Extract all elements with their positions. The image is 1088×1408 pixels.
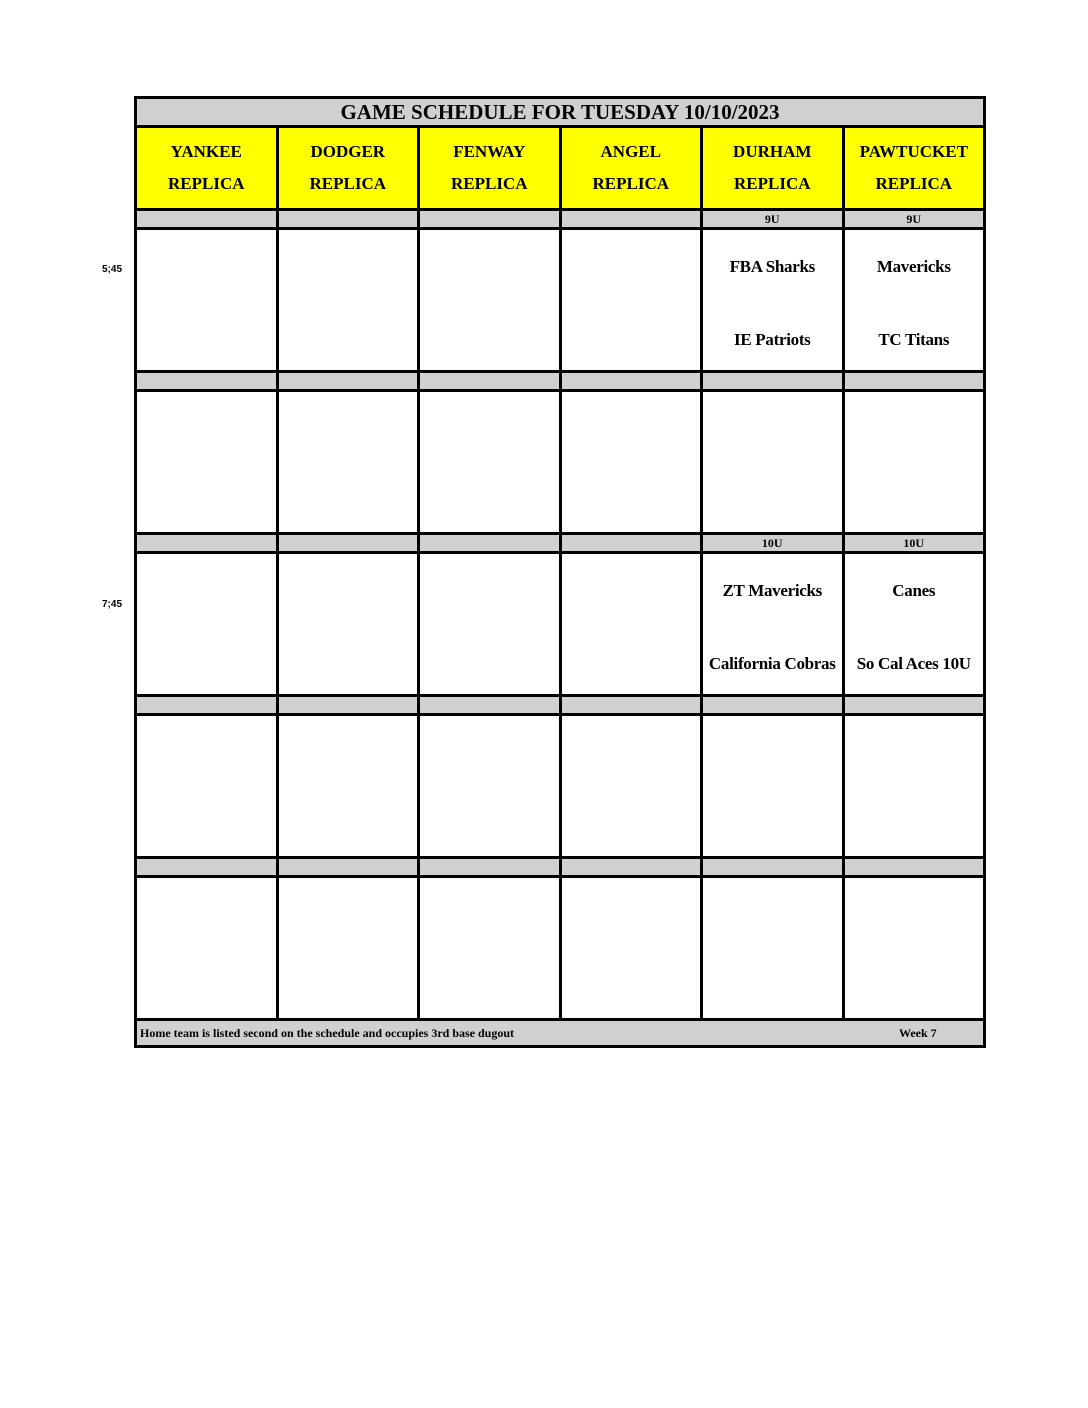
home-team — [279, 979, 418, 997]
home-team — [420, 493, 559, 511]
home-team — [703, 979, 842, 997]
home-team — [137, 817, 276, 835]
field-type: REPLICA — [309, 174, 386, 193]
field-header-fenway — [419, 127, 561, 210]
game-cell — [702, 715, 844, 858]
division-label — [702, 858, 844, 877]
game-cell — [560, 391, 702, 534]
home-team — [137, 331, 276, 349]
game-row — [136, 229, 985, 372]
away-team — [279, 744, 418, 762]
game-cell — [843, 229, 985, 372]
field-name: FENWAY — [453, 142, 526, 161]
away-team — [845, 420, 984, 438]
game-cell — [419, 553, 561, 696]
away-team — [420, 258, 559, 276]
division-label — [136, 534, 278, 553]
game-cell — [560, 715, 702, 858]
division-label — [560, 372, 702, 391]
division-label — [843, 858, 985, 877]
field-name: ANGEL — [600, 142, 661, 161]
away-team — [137, 744, 276, 762]
division-row — [136, 210, 985, 229]
game-cell — [136, 715, 278, 858]
game-row — [136, 553, 985, 696]
field-header-dodger — [277, 127, 419, 210]
division-label — [419, 696, 561, 715]
home-team — [703, 817, 842, 835]
division-label — [136, 210, 278, 229]
division-label — [419, 210, 561, 229]
game-cell — [702, 877, 844, 1020]
home-team — [137, 493, 276, 511]
division-label: 9U — [702, 210, 844, 229]
division-label — [560, 210, 702, 229]
game-cell — [277, 877, 419, 1020]
away-team — [703, 744, 842, 762]
game-cell — [277, 715, 419, 858]
away-team — [137, 258, 276, 276]
division-label — [277, 858, 419, 877]
home-team — [279, 493, 418, 511]
division-label — [277, 372, 419, 391]
home-team — [420, 817, 559, 835]
division-label: 9U — [843, 210, 985, 229]
home-team — [137, 655, 276, 673]
home-team — [845, 979, 984, 997]
away-team: ZT Mavericks — [722, 581, 822, 600]
home-team — [562, 331, 701, 349]
game-row — [136, 715, 985, 858]
away-team — [420, 420, 559, 438]
game-cell — [277, 553, 419, 696]
division-label — [277, 210, 419, 229]
schedule-title: GAME SCHEDULE FOR TUESDAY 10/10/2023 — [136, 98, 985, 127]
home-team — [845, 493, 984, 511]
division-label — [419, 372, 561, 391]
home-team — [420, 331, 559, 349]
home-team — [562, 817, 701, 835]
division-label: 10U — [702, 534, 844, 553]
field-name: DODGER — [310, 142, 386, 161]
home-team — [562, 655, 701, 673]
home-team — [845, 817, 984, 835]
away-team — [845, 744, 984, 762]
division-row — [136, 534, 985, 553]
home-team — [137, 979, 276, 997]
division-label — [277, 696, 419, 715]
division-row — [136, 372, 985, 391]
division-label — [843, 696, 985, 715]
home-team — [562, 979, 701, 997]
away-team — [562, 420, 701, 438]
division-row — [136, 696, 985, 715]
home-team: TC Titans — [878, 330, 950, 349]
away-team — [562, 906, 701, 924]
division-label: 10U — [843, 534, 985, 553]
away-team — [279, 258, 418, 276]
division-label — [560, 858, 702, 877]
game-cell — [843, 391, 985, 534]
time-label-slot-1: 5;45 — [102, 264, 123, 275]
home-team: So Cal Aces 10U — [856, 654, 971, 673]
division-label — [136, 696, 278, 715]
game-cell — [843, 715, 985, 858]
home-team — [562, 493, 701, 511]
game-cell — [136, 877, 278, 1020]
game-row — [136, 391, 985, 534]
game-cell — [560, 553, 702, 696]
game-cell — [843, 877, 985, 1020]
away-team — [562, 582, 701, 600]
field-header-angel — [560, 127, 702, 210]
game-cell — [702, 553, 844, 696]
division-row — [136, 858, 985, 877]
field-header-pawtucket — [843, 127, 985, 210]
game-cell — [136, 229, 278, 372]
field-header-row — [136, 127, 985, 210]
home-team — [279, 817, 418, 835]
game-cell — [419, 877, 561, 1020]
away-team — [562, 744, 701, 762]
away-team — [845, 906, 984, 924]
schedule-sheet — [134, 96, 986, 1048]
away-team — [279, 420, 418, 438]
away-team — [703, 906, 842, 924]
away-team — [137, 420, 276, 438]
field-name: DURHAM — [733, 142, 812, 161]
field-type: REPLICA — [167, 174, 245, 193]
game-cell — [560, 877, 702, 1020]
away-team — [420, 744, 559, 762]
footer-row — [136, 1020, 985, 1047]
game-cell — [277, 391, 419, 534]
division-label — [136, 858, 278, 877]
away-team — [279, 906, 418, 924]
division-label — [419, 858, 561, 877]
field-name: PAWTUCKET — [859, 142, 968, 161]
away-team — [703, 420, 842, 438]
footer-note: Home team is listed second on the schedule and occupies 3rd base dugout — [140, 1026, 515, 1040]
game-cell — [136, 391, 278, 534]
home-team — [279, 655, 418, 673]
away-team — [420, 906, 559, 924]
home-team: California Cobras — [708, 654, 836, 673]
field-type: REPLICA — [450, 174, 528, 193]
field-type: REPLICA — [733, 174, 811, 193]
time-label-slot-3: 7;45 — [102, 599, 123, 610]
away-team — [137, 582, 276, 600]
field-type: REPLICA — [875, 174, 952, 193]
game-cell — [843, 553, 985, 696]
division-label — [277, 534, 419, 553]
title-row — [136, 98, 985, 127]
division-label — [702, 696, 844, 715]
field-type: REPLICA — [592, 174, 669, 193]
footer-cell — [136, 1020, 985, 1047]
division-label — [419, 534, 561, 553]
away-team: FBA Sharks — [729, 257, 815, 276]
division-label — [560, 696, 702, 715]
game-cell — [277, 229, 419, 372]
game-row — [136, 877, 985, 1020]
division-label — [843, 372, 985, 391]
home-team — [279, 331, 418, 349]
home-team — [703, 493, 842, 511]
home-team — [420, 979, 559, 997]
division-label — [136, 372, 278, 391]
game-cell — [419, 391, 561, 534]
schedule-table — [134, 96, 986, 1048]
game-cell — [702, 229, 844, 372]
away-team: Mavericks — [876, 257, 951, 276]
game-cell — [136, 553, 278, 696]
away-team — [279, 582, 418, 600]
division-label — [560, 534, 702, 553]
home-team: IE Patriots — [734, 330, 811, 349]
game-cell — [702, 391, 844, 534]
home-team — [420, 655, 559, 673]
footer-week: Week 7 — [899, 1026, 937, 1040]
away-team — [420, 582, 559, 600]
field-header-durham — [702, 127, 844, 210]
game-cell — [560, 229, 702, 372]
away-team — [137, 906, 276, 924]
field-name: YANKEE — [170, 142, 242, 161]
field-header-yankee — [136, 127, 278, 210]
game-cell — [419, 715, 561, 858]
away-team — [562, 258, 701, 276]
division-label — [702, 372, 844, 391]
game-cell — [419, 229, 561, 372]
away-team: Canes — [892, 581, 936, 600]
